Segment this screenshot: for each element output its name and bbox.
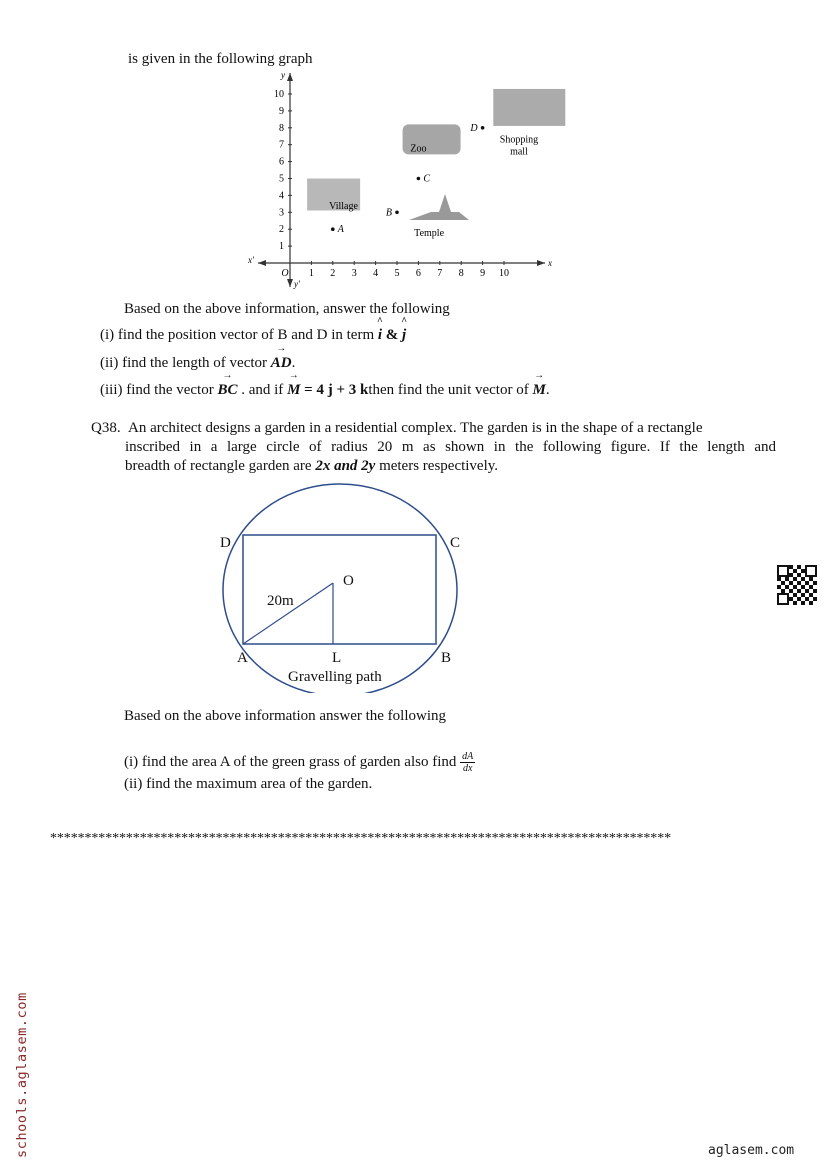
x-tick-label: 2 — [330, 268, 336, 279]
label-o: O — [343, 573, 354, 589]
text: meters respectively. — [375, 458, 499, 474]
q38-part-i — [124, 751, 475, 774]
period: . — [291, 355, 296, 371]
x-tick-label: 1 — [308, 268, 314, 279]
text: (ii) find the length of vector — [100, 355, 271, 371]
point-c — [417, 177, 421, 181]
origin-label: O — [281, 268, 289, 279]
label-a: A — [237, 650, 248, 666]
footer-watermark: aglasem.com — [708, 1143, 795, 1158]
mall-label: mall — [510, 146, 528, 158]
point-label-c: C — [423, 173, 431, 185]
y-tick-label: 7 — [279, 139, 284, 151]
q38-line3 — [125, 458, 498, 475]
garden-rectangle — [243, 535, 436, 644]
label-d: D — [220, 535, 231, 551]
i-hat: ^ i — [378, 327, 382, 344]
y-tick-label: 8 — [279, 122, 284, 134]
point-label-b: B — [385, 207, 392, 219]
point-label-a: A — [337, 224, 344, 236]
q37-part-i — [100, 327, 406, 344]
j-hat: ^ j — [402, 327, 406, 344]
side-watermark: schools.aglasem.com — [14, 992, 30, 1158]
qr-code — [777, 565, 817, 605]
x-tick-label: 6 — [415, 268, 421, 279]
numerator: dA — [462, 751, 474, 762]
text: then find the unit vector of — [368, 382, 533, 398]
text: (i) find the area A of the green grass of garden also find — [124, 753, 461, 770]
vector-m: → M — [287, 382, 300, 399]
location-graph — [240, 65, 590, 300]
q38-number: Q38. — [91, 420, 121, 436]
zoo-label: Zoo — [410, 143, 427, 155]
vector-bc: → BC — [217, 382, 237, 399]
point-d — [481, 126, 485, 130]
label-c: C — [450, 535, 461, 551]
mall-image — [493, 89, 565, 126]
x-tick-label: 3 — [351, 268, 357, 279]
q37-instruction: Based on the above information, answer the following — [124, 301, 450, 317]
y-tick-label: 5 — [279, 173, 284, 185]
y-tick-label: 2 — [279, 224, 284, 236]
point-label-d: D — [470, 122, 478, 134]
x-tick-label: 5 — [394, 268, 400, 279]
vector-m: → M — [532, 382, 545, 399]
denominator: dx — [462, 763, 473, 774]
fraction-da-dx — [460, 751, 475, 774]
amp: & — [382, 327, 403, 343]
y-tick-label: 10 — [274, 89, 284, 100]
y-axis-label: y — [281, 70, 285, 80]
point-a — [331, 227, 335, 231]
q38-part-ii: (ii) find the maximum area of the garden. — [124, 776, 373, 792]
x-neg-axis-label: x' — [248, 255, 254, 265]
y-tick-label: 3 — [279, 207, 284, 219]
equation: = 4 j + 3 k — [300, 382, 369, 398]
q37-part-iii — [100, 382, 550, 399]
label-radius: 20m — [267, 593, 294, 609]
vector-ad: → AD — [271, 355, 292, 372]
x-axis-label: x — [548, 258, 552, 268]
temple-label: Temple — [414, 227, 445, 239]
temple-image — [409, 194, 469, 220]
x-tick-label: 7 — [437, 268, 443, 279]
q38-instruction: Based on the above information answer the following — [124, 708, 447, 724]
mall-label: Shopping — [499, 134, 539, 146]
village-label: Village — [329, 200, 358, 212]
y-neg-axis-label: y' — [294, 279, 300, 289]
text: (i) find the position vector of B and D in term — [100, 327, 378, 343]
y-tick-label: 9 — [279, 105, 284, 117]
label-b: B — [441, 650, 452, 666]
x-tick-label: 9 — [480, 268, 486, 279]
q37-part-ii — [100, 355, 295, 372]
point-b — [395, 211, 399, 215]
y-tick-label: 6 — [279, 156, 284, 168]
dimensions: 2x and 2y — [315, 458, 376, 474]
x-tick-label: 8 — [458, 268, 464, 279]
text: breadth of rectangle garden are — [125, 458, 316, 474]
y-tick-label: 1 — [279, 241, 284, 253]
x-tick-label: 4 — [373, 268, 379, 279]
period: . — [545, 382, 550, 398]
graph-intro: is given in the following graph — [128, 51, 313, 67]
y-tick-label: 4 — [279, 190, 284, 202]
text: (iii) find the vector — [100, 382, 218, 398]
separator-line: ****************************************************************************************** — [50, 831, 672, 846]
label-gravelling-path: Gravelling path — [288, 669, 382, 685]
text: . and if — [237, 382, 288, 398]
x-tick-label: 10 — [499, 268, 509, 279]
q38-line1: An architect designs a garden in a residential complex. The garden is in the shape of a rectangle — [128, 420, 703, 436]
q38-line2: inscribed in a large circle of radius 20 m as shown in the following figure. If the length and — [125, 439, 776, 455]
label-l: L — [332, 650, 342, 666]
